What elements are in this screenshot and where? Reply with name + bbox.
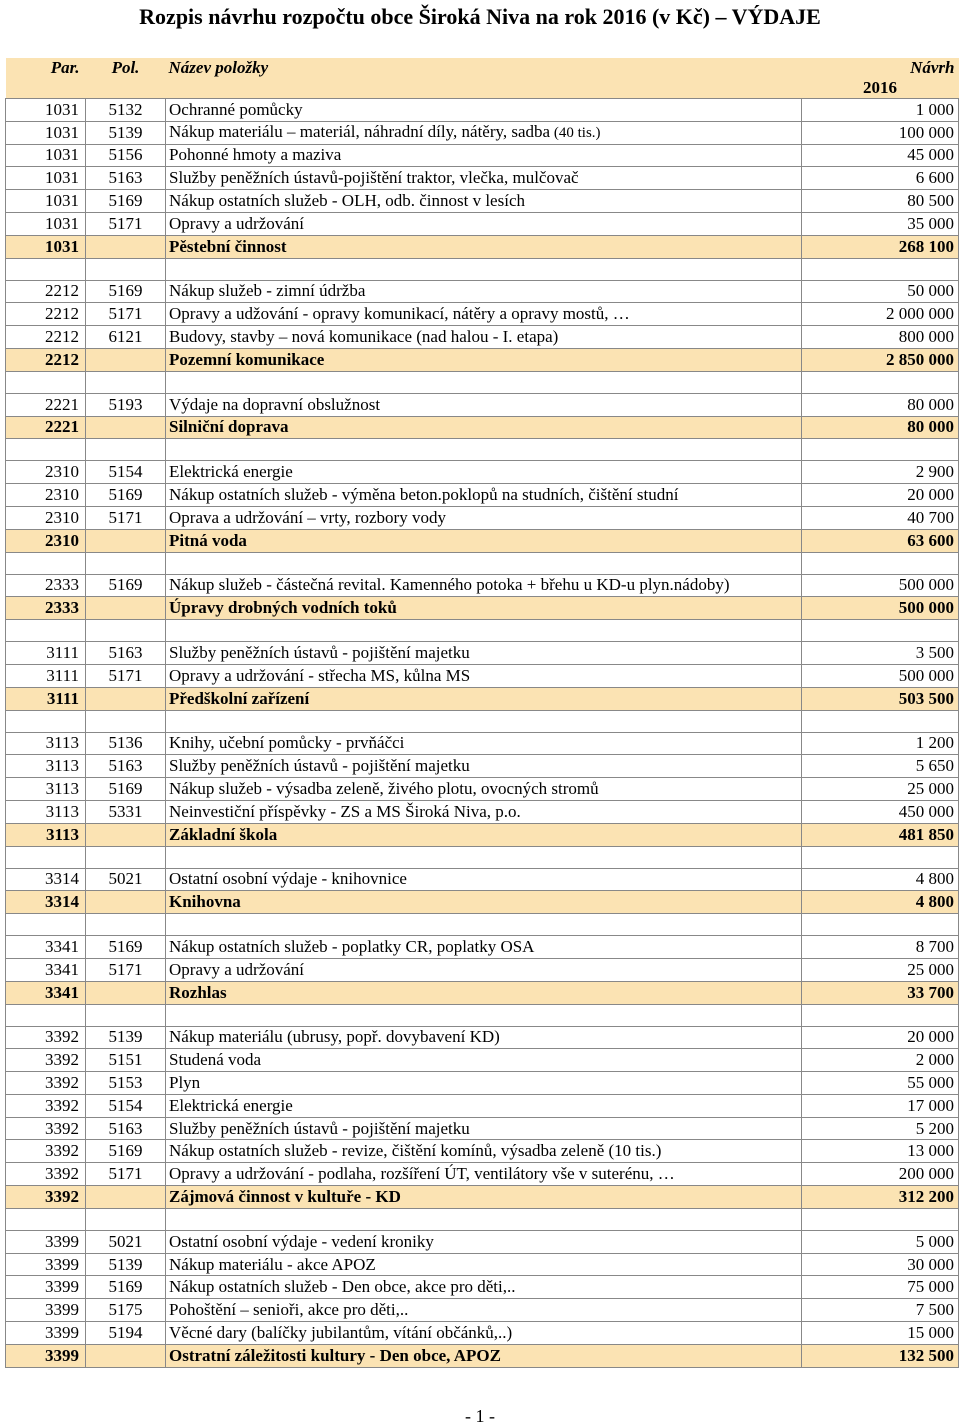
pol-cell	[86, 529, 166, 552]
blank-row	[6, 552, 959, 574]
table-row	[6, 1299, 959, 1322]
subtotal-row	[6, 235, 959, 258]
name-cell: Služby peněžních ústavů - pojištění majetku	[166, 642, 802, 665]
table-row	[6, 1117, 959, 1140]
name-cell: Rozhlas	[166, 981, 802, 1004]
pol-cell: 5163	[86, 1117, 166, 1140]
table-row	[6, 1163, 959, 1186]
par-cell: 2310	[6, 506, 86, 529]
par-cell: 3113	[6, 732, 86, 755]
par-cell: 3392	[6, 1094, 86, 1117]
pol-cell: 6121	[86, 326, 166, 349]
pol-cell: 5139	[86, 1026, 166, 1049]
name-cell: Ostratní záležitosti kultury - Den obce, APOZ	[166, 1344, 802, 1367]
subtotal-row	[6, 687, 959, 710]
amount-cell: 2 000	[802, 1049, 959, 1072]
par-cell: 3111	[6, 687, 86, 710]
name-cell: Pozemní komunikace	[166, 348, 802, 371]
amount-cell: 268 100	[802, 235, 959, 258]
pol-cell: 5171	[86, 664, 166, 687]
table-row	[6, 393, 959, 416]
table-header-row	[6, 58, 959, 78]
name-cell: Nákup materiálu – materiál, náhradní díly, nátěry, sadba (40 tis.)	[166, 121, 802, 144]
table-row	[6, 800, 959, 823]
table-row	[6, 1230, 959, 1253]
pol-cell: 5171	[86, 303, 166, 326]
amount-cell: 80 000	[802, 393, 959, 416]
name-cell: Ochranné pomůcky	[166, 99, 802, 122]
par-cell: 2212	[6, 280, 86, 303]
table-row	[6, 190, 959, 213]
amount-cell: 5 200	[802, 1117, 959, 1140]
pol-cell: 5169	[86, 1276, 166, 1299]
table-row	[6, 1072, 959, 1095]
name-cell: Knihovna	[166, 891, 802, 914]
par-cell: 3113	[6, 778, 86, 801]
amount-cell: 100 000	[802, 121, 959, 144]
name-cell: Ostatní osobní výdaje - knihovnice	[166, 868, 802, 891]
name-cell: Plyn	[166, 1072, 802, 1095]
name-cell: Opravy a udržování - podlaha, rozšíření ÚT, ventilátory vše v suterénu, …	[166, 1163, 802, 1186]
table-row	[6, 868, 959, 891]
amount-cell: 2 900	[802, 461, 959, 484]
pol-cell: 5169	[86, 280, 166, 303]
par-cell: 3392	[6, 1072, 86, 1095]
amount-cell: 8 700	[802, 936, 959, 959]
pol-cell: 5331	[86, 800, 166, 823]
table-row	[6, 121, 959, 144]
amount-cell: 80 500	[802, 190, 959, 213]
amount-cell: 500 000	[802, 574, 959, 597]
table-row	[6, 303, 959, 326]
name-cell: Pohonné hmoty a maziva	[166, 144, 802, 167]
amount-cell: 450 000	[802, 800, 959, 823]
pol-cell: 5139	[86, 121, 166, 144]
table-row	[6, 732, 959, 755]
par-cell: 3399	[6, 1322, 86, 1345]
table-row	[6, 280, 959, 303]
par-cell: 3399	[6, 1230, 86, 1253]
table-row	[6, 755, 959, 778]
par-cell: 1031	[6, 167, 86, 190]
blank-row	[6, 439, 959, 461]
header-par: Par.	[6, 58, 86, 78]
par-cell: 2333	[6, 597, 86, 620]
pol-cell: 5169	[86, 936, 166, 959]
name-cell: Oprava a udržování – vrty, rozbory vody	[166, 506, 802, 529]
par-cell: 3314	[6, 868, 86, 891]
par-cell: 3392	[6, 1026, 86, 1049]
table-row	[6, 506, 959, 529]
table-row	[6, 1094, 959, 1117]
name-cell: Služby peněžních ústavů - pojištění majetku	[166, 1117, 802, 1140]
pol-cell: 5194	[86, 1322, 166, 1345]
amount-cell: 4 800	[802, 868, 959, 891]
pol-cell	[86, 981, 166, 1004]
pol-cell: 5193	[86, 393, 166, 416]
header-amount: Návrh	[802, 58, 959, 78]
table-row	[6, 1322, 959, 1345]
table-row	[6, 1253, 959, 1276]
pol-cell: 5169	[86, 484, 166, 507]
pol-cell: 5136	[86, 732, 166, 755]
amount-cell: 7 500	[802, 1299, 959, 1322]
par-cell: 3399	[6, 1344, 86, 1367]
table-row	[6, 461, 959, 484]
amount-cell: 35 000	[802, 212, 959, 235]
amount-cell: 63 600	[802, 529, 959, 552]
par-cell: 1031	[6, 144, 86, 167]
table-row	[6, 958, 959, 981]
name-cell: Opravy a udržování	[166, 212, 802, 235]
name-cell: Budovy, stavby – nová komunikace (nad halou - I. etapa)	[166, 326, 802, 349]
amount-cell: 40 700	[802, 506, 959, 529]
name-cell: Základní škola	[166, 823, 802, 846]
amount-cell: 25 000	[802, 778, 959, 801]
name-cell: Nákup materiálu (ubrusy, popř. dovybavení KD)	[166, 1026, 802, 1049]
pol-cell: 5171	[86, 1163, 166, 1186]
par-cell: 3341	[6, 936, 86, 959]
amount-cell: 1 000	[802, 99, 959, 122]
name-cell: Opravy a udžování - opravy komunikací, nátěry a opravy mostů, …	[166, 303, 802, 326]
pol-cell	[86, 597, 166, 620]
table-row	[6, 212, 959, 235]
pol-cell	[86, 235, 166, 258]
pol-cell: 5171	[86, 212, 166, 235]
par-cell: 3392	[6, 1186, 86, 1209]
pol-cell: 5169	[86, 190, 166, 213]
name-cell: Studená voda	[166, 1049, 802, 1072]
par-cell: 3314	[6, 891, 86, 914]
par-cell: 1031	[6, 99, 86, 122]
blank-row	[6, 1208, 959, 1230]
par-cell: 2212	[6, 348, 86, 371]
pol-cell: 5156	[86, 144, 166, 167]
amount-cell: 45 000	[802, 144, 959, 167]
name-cell: Nákup ostatních služeb - výměna beton.poklopů na studních, čištění studní	[166, 484, 802, 507]
name-cell: Zájmová činnost v kultuře - KD	[166, 1186, 802, 1209]
amount-cell: 200 000	[802, 1163, 959, 1186]
par-cell: 3113	[6, 755, 86, 778]
pol-cell: 5169	[86, 778, 166, 801]
amount-cell: 2 000 000	[802, 303, 959, 326]
par-cell: 3399	[6, 1276, 86, 1299]
subtotal-row	[6, 416, 959, 439]
pol-cell: 5139	[86, 1253, 166, 1276]
pol-cell: 5153	[86, 1072, 166, 1095]
subtotal-row	[6, 981, 959, 1004]
blank-row	[6, 620, 959, 642]
name-cell: Výdaje na dopravní obslužnost	[166, 393, 802, 416]
name-cell: Nákup služeb - zimní údržba	[166, 280, 802, 303]
table-row	[6, 778, 959, 801]
amount-cell: 503 500	[802, 687, 959, 710]
pol-cell: 5163	[86, 642, 166, 665]
pol-cell	[86, 891, 166, 914]
name-cell: Úpravy drobných vodních toků	[166, 597, 802, 620]
pol-cell: 5171	[86, 506, 166, 529]
table-row	[6, 1276, 959, 1299]
pol-cell: 5163	[86, 167, 166, 190]
name-cell: Nákup materiálu - akce APOZ	[166, 1253, 802, 1276]
pol-cell	[86, 416, 166, 439]
par-cell: 1031	[6, 190, 86, 213]
name-cell: Elektrická energie	[166, 461, 802, 484]
amount-cell: 17 000	[802, 1094, 959, 1117]
par-cell: 3392	[6, 1049, 86, 1072]
name-cell: Nákup ostatních služeb - OLH, odb. činnost v lesích	[166, 190, 802, 213]
pol-cell	[86, 687, 166, 710]
pol-cell: 5163	[86, 755, 166, 778]
par-cell: 3113	[6, 823, 86, 846]
amount-cell: 5 000	[802, 1230, 959, 1253]
name-cell: Ostatní osobní výdaje - vedení kroniky	[166, 1230, 802, 1253]
pol-cell: 5154	[86, 461, 166, 484]
name-cell: Nákup ostatních služeb - revize, čištění komínů, výsadba zeleně (10 tis.)	[166, 1140, 802, 1163]
header-year: 2016	[802, 78, 959, 99]
par-cell: 3341	[6, 981, 86, 1004]
par-cell: 3392	[6, 1163, 86, 1186]
pol-cell: 5154	[86, 1094, 166, 1117]
blank-row	[6, 914, 959, 936]
blank-row	[6, 710, 959, 732]
par-cell: 2221	[6, 393, 86, 416]
subtotal-row	[6, 1186, 959, 1209]
pol-cell: 5169	[86, 1140, 166, 1163]
blank-row	[6, 371, 959, 393]
name-cell: Opravy a udržování - střecha MS, kůlna MS	[166, 664, 802, 687]
par-cell: 3111	[6, 642, 86, 665]
par-cell: 2310	[6, 529, 86, 552]
par-cell: 1031	[6, 212, 86, 235]
pol-cell: 5021	[86, 868, 166, 891]
name-cell: Nákup služeb - částečná revital. Kamenného potoka + břehu u KD-u plyn.nádoby)	[166, 574, 802, 597]
table-row	[6, 326, 959, 349]
table-row	[6, 484, 959, 507]
subtotal-row	[6, 823, 959, 846]
name-cell: Pěstební činnost	[166, 235, 802, 258]
name-cell: Elektrická energie	[166, 1094, 802, 1117]
pol-cell	[86, 1186, 166, 1209]
name-cell: Opravy a udržování	[166, 958, 802, 981]
par-cell: 3399	[6, 1253, 86, 1276]
table-row	[6, 574, 959, 597]
amount-cell: 25 000	[802, 958, 959, 981]
amount-cell: 800 000	[802, 326, 959, 349]
table-row	[6, 642, 959, 665]
amount-cell: 132 500	[802, 1344, 959, 1367]
name-cell: Nákup ostatních služeb - Den obce, akce pro děti,..	[166, 1276, 802, 1299]
pol-cell: 5151	[86, 1049, 166, 1072]
name-cell: Knihy, učební pomůcky - prvňáčci	[166, 732, 802, 755]
par-cell: 2333	[6, 574, 86, 597]
blank-row	[6, 1004, 959, 1026]
name-cell: Věcné dary (balíčky jubilantům, vítání občánků,..)	[166, 1322, 802, 1345]
amount-cell: 55 000	[802, 1072, 959, 1095]
amount-cell: 3 500	[802, 642, 959, 665]
amount-cell: 33 700	[802, 981, 959, 1004]
name-cell: Nákup služeb - výsadba zeleně, živého plotu, ovocných stromů	[166, 778, 802, 801]
pol-cell: 5175	[86, 1299, 166, 1322]
name-cell: Služby peněžních ústavů - pojištění majetku	[166, 755, 802, 778]
amount-cell: 15 000	[802, 1322, 959, 1345]
header-pol: Pol.	[86, 58, 166, 78]
amount-cell: 75 000	[802, 1276, 959, 1299]
par-cell: 3392	[6, 1117, 86, 1140]
amount-cell: 500 000	[802, 597, 959, 620]
table-row	[6, 1049, 959, 1072]
amount-cell: 2 850 000	[802, 348, 959, 371]
subtotal-row	[6, 348, 959, 371]
table-row	[6, 664, 959, 687]
amount-cell: 500 000	[802, 664, 959, 687]
table-row	[6, 144, 959, 167]
par-cell: 2221	[6, 416, 86, 439]
table-row	[6, 167, 959, 190]
pol-cell	[86, 823, 166, 846]
amount-cell: 481 850	[802, 823, 959, 846]
par-cell: 2310	[6, 484, 86, 507]
par-cell: 3341	[6, 958, 86, 981]
par-cell: 2212	[6, 303, 86, 326]
par-cell: 2310	[6, 461, 86, 484]
pol-cell: 5132	[86, 99, 166, 122]
subtotal-row	[6, 891, 959, 914]
pol-cell	[86, 348, 166, 371]
name-cell: Služby peněžních ústavů-pojištění traktor, vlečka, mulčovač	[166, 167, 802, 190]
header-name: Název položky	[166, 58, 802, 78]
amount-cell: 80 000	[802, 416, 959, 439]
table-row	[6, 1140, 959, 1163]
name-cell: Předškolní zařízení	[166, 687, 802, 710]
par-cell: 2212	[6, 326, 86, 349]
subtotal-row	[6, 529, 959, 552]
par-cell: 3399	[6, 1299, 86, 1322]
table-header-row-2	[6, 78, 959, 99]
name-cell: Neinvestiční příspěvky - ZS a MS Široká Niva, p.o.	[166, 800, 802, 823]
amount-cell: 30 000	[802, 1253, 959, 1276]
subtotal-row	[6, 597, 959, 620]
amount-cell: 20 000	[802, 484, 959, 507]
name-cell: Pohoštění – senioři, akce pro děti,..	[166, 1299, 802, 1322]
amount-cell: 1 200	[802, 732, 959, 755]
name-cell: Silniční doprava	[166, 416, 802, 439]
par-cell: 1031	[6, 121, 86, 144]
amount-cell: 5 650	[802, 755, 959, 778]
par-cell: 3392	[6, 1140, 86, 1163]
amount-cell: 13 000	[802, 1140, 959, 1163]
budget-table	[5, 58, 959, 1368]
pol-cell	[86, 1344, 166, 1367]
blank-row	[6, 846, 959, 868]
amount-cell: 6 600	[802, 167, 959, 190]
amount-cell: 50 000	[802, 280, 959, 303]
table-row	[6, 99, 959, 122]
amount-cell: 20 000	[802, 1026, 959, 1049]
amount-cell: 4 800	[802, 891, 959, 914]
subtotal-row	[6, 1344, 959, 1367]
page-title: Rozpis návrhu rozpočtu obce Široká Niva na rok 2016 (v Kč) – VÝDAJE	[139, 4, 821, 29]
par-cell: 1031	[6, 235, 86, 258]
pol-cell: 5169	[86, 574, 166, 597]
par-cell: 3113	[6, 800, 86, 823]
table-row	[6, 936, 959, 959]
name-cell: Nákup ostatních služeb - poplatky CR, poplatky OSA	[166, 936, 802, 959]
par-cell: 3111	[6, 664, 86, 687]
blank-row	[6, 258, 959, 280]
pol-cell: 5021	[86, 1230, 166, 1253]
amount-cell: 312 200	[802, 1186, 959, 1209]
name-note: (40 tis.)	[550, 125, 601, 142]
table-row	[6, 1026, 959, 1049]
name-cell: Pitná voda	[166, 529, 802, 552]
pol-cell: 5171	[86, 958, 166, 981]
page-number: - 1 -	[465, 1406, 495, 1426]
